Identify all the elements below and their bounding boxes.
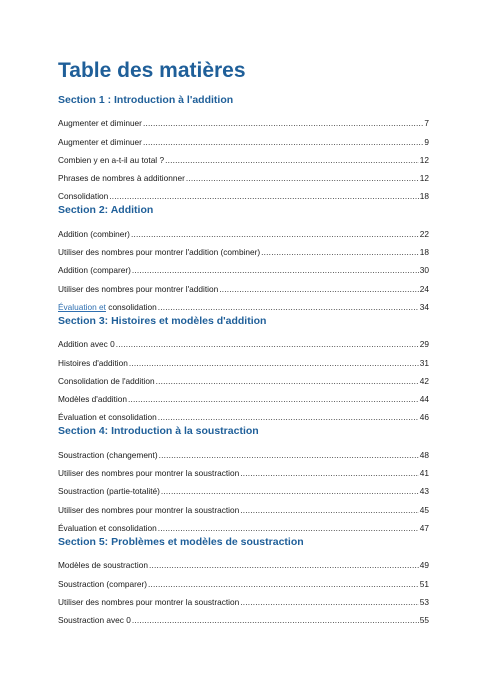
section-heading[interactable]: Section 4: Introduction à la soustraction — [58, 425, 259, 438]
toc-entry[interactable] — [58, 369, 429, 387]
toc-entry-label: Soustraction (partie-totalité) — [58, 486, 160, 497]
toc-entry-page: 18 — [419, 247, 429, 258]
evaluation-link[interactable]: Évaluation et — [58, 301, 106, 312]
toc-entry-page: 44 — [419, 394, 429, 405]
toc-entry-page: 45 — [419, 504, 429, 515]
toc-entry[interactable] — [58, 240, 429, 258]
toc-entry-label: Soustraction (comparer) — [58, 578, 147, 589]
dot-leader — [158, 302, 419, 313]
toc-entry-label: Utiliser des nombres pour montrer l'addition — [58, 283, 219, 294]
dot-leader — [240, 597, 419, 608]
toc-entry-page: 22 — [419, 228, 429, 239]
toc-entry-label: Addition (comparer) — [58, 265, 131, 276]
toc-entry[interactable] — [58, 258, 429, 276]
toc-entry[interactable] — [58, 516, 429, 534]
toc-entry-page: 34 — [419, 301, 429, 312]
toc-entry-label: Histoires d'addition — [58, 357, 128, 368]
dot-leader — [240, 505, 419, 516]
toc-entry[interactable] — [58, 221, 429, 239]
dot-leader — [240, 468, 419, 479]
table-of-contents — [58, 58, 429, 626]
section-heading[interactable]: Section 1 : Introduction à l'addition — [58, 94, 234, 106]
toc-entry-page: 48 — [419, 449, 429, 460]
toc-entry-label: Utiliser des nombres pour montrer l'addition (combiner) — [58, 247, 261, 258]
toc-entry[interactable] — [58, 184, 429, 202]
dot-leader — [132, 615, 419, 626]
toc-entry-page: 41 — [419, 468, 429, 479]
section-heading[interactable]: Section 2: Addition — [58, 204, 154, 217]
toc-entry[interactable] — [58, 553, 429, 571]
dot-leader — [158, 412, 419, 423]
toc-entry-label-rest: consolidation — [105, 301, 157, 312]
toc-entry-page: 31 — [419, 357, 429, 368]
toc-entry-page: 9 — [424, 136, 429, 147]
toc-entry-label: Soustraction avec 0 — [58, 615, 131, 626]
dot-leader — [186, 173, 419, 184]
toc-entry-page: 7 — [424, 118, 429, 129]
toc-entry[interactable] — [58, 405, 429, 423]
toc-entry-label — [58, 302, 157, 313]
toc-section — [58, 93, 429, 202]
dot-leader — [149, 560, 419, 571]
toc-entry[interactable] — [58, 350, 429, 368]
dot-leader — [143, 137, 423, 148]
toc-entry-page: 30 — [419, 265, 429, 276]
toc-section — [58, 424, 429, 533]
toc-entry-page: 12 — [419, 154, 429, 165]
toc-section — [58, 535, 429, 626]
toc-entry[interactable] — [58, 497, 429, 515]
toc-section — [58, 203, 429, 312]
toc-entry-page: 53 — [419, 596, 429, 607]
dot-leader — [156, 376, 419, 387]
toc-entry[interactable] — [58, 148, 429, 166]
toc-entry[interactable] — [58, 129, 429, 147]
section-heading[interactable]: Section 5: Problèmes et modèles de soustraction — [58, 535, 304, 548]
toc-entry-label: Addition (combiner) — [58, 228, 130, 239]
toc-entry-label: Utiliser des nombres pour montrer la soustraction — [58, 468, 240, 479]
toc-entry-label: Combien y en a-t-il au total ? — [58, 154, 165, 165]
toc-entry-label: Modèles de soustraction — [58, 560, 148, 571]
toc-entry[interactable] — [58, 608, 429, 626]
dot-leader — [116, 339, 419, 350]
toc-entry-label: Modèles d'addition — [58, 394, 127, 405]
toc-entry-label: Utiliser des nombres pour montrer la soustraction — [58, 504, 240, 515]
toc-entry-label: Phrases de nombres à additionner — [58, 173, 185, 184]
toc-entry-page: 12 — [419, 173, 429, 184]
dot-leader — [143, 118, 423, 129]
toc-entry[interactable] — [58, 479, 429, 497]
toc-entry-label: Évaluation et consolidation — [58, 522, 157, 533]
toc-entry-label: Addition avec 0 — [58, 339, 115, 350]
dot-leader — [131, 229, 419, 240]
toc-entry-label: Augmenter et diminuer — [58, 118, 142, 129]
toc-section — [58, 314, 429, 423]
dot-leader — [159, 450, 419, 461]
toc-entry-page: 42 — [419, 375, 429, 386]
toc-entry-label: Soustraction (changement) — [58, 449, 158, 460]
toc-entry-label: Consolidation de l'addition — [58, 375, 155, 386]
toc-entry-page: 51 — [419, 578, 429, 589]
toc-entry-page: 55 — [419, 615, 429, 626]
toc-entry-page: 43 — [419, 486, 429, 497]
dot-leader — [158, 523, 419, 534]
dot-leader — [129, 358, 419, 369]
toc-entry-page: 49 — [419, 560, 429, 571]
toc-entry[interactable] — [58, 571, 429, 589]
toc-entry[interactable] — [58, 111, 429, 129]
dot-leader — [148, 579, 419, 590]
toc-entry[interactable] — [58, 461, 429, 479]
toc-entry-label: Augmenter et diminuer — [58, 136, 142, 147]
dot-leader — [261, 247, 419, 258]
toc-entry-label: Évaluation et consolidation — [58, 412, 157, 423]
toc-entry-label: Utiliser des nombres pour montrer la soustraction — [58, 596, 240, 607]
toc-entry-page: 18 — [419, 191, 429, 202]
toc-entry[interactable] — [58, 166, 429, 184]
dot-leader — [128, 394, 419, 405]
toc-entry-page: 24 — [419, 283, 429, 294]
toc-entry-page: 46 — [419, 412, 429, 423]
dot-leader — [161, 486, 419, 497]
dot-leader — [109, 191, 418, 202]
section-heading[interactable]: Section 3: Histoires et modèles d'addition — [58, 314, 267, 327]
toc-entry[interactable] — [58, 295, 429, 313]
toc-entry-label: Consolidation — [58, 191, 109, 202]
dot-leader — [219, 284, 419, 295]
toc-entry-page: 29 — [419, 339, 429, 350]
dot-leader — [165, 155, 419, 166]
toc-entry-page: 47 — [419, 522, 429, 533]
page-title: Table des matières — [58, 59, 246, 82]
toc-entry[interactable] — [58, 276, 429, 294]
toc-entry[interactable] — [58, 332, 429, 350]
toc-entry[interactable] — [58, 387, 429, 405]
toc-entry[interactable] — [58, 590, 429, 608]
dot-leader — [132, 265, 419, 276]
toc-entry[interactable] — [58, 442, 429, 460]
